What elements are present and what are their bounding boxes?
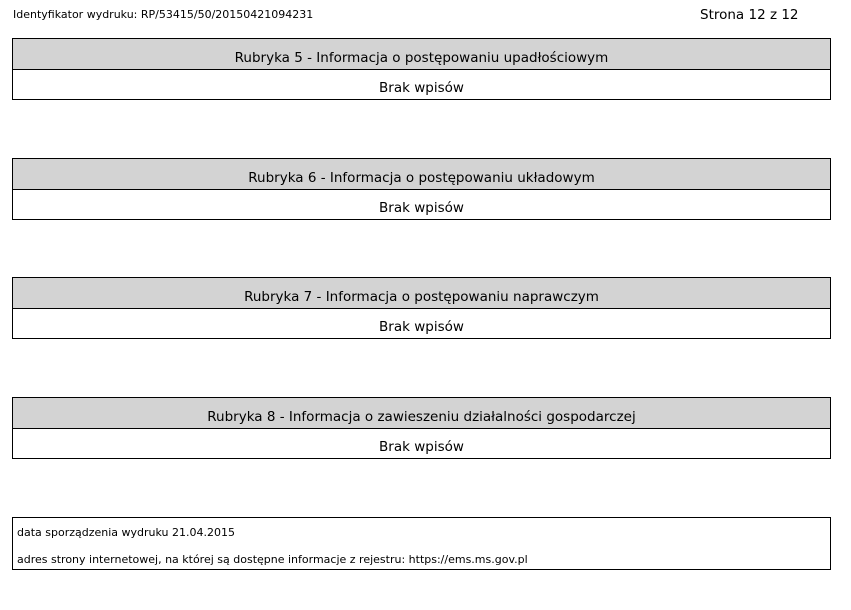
- section-rubryka-8: [12, 397, 831, 459]
- registry-url-note: adres strony internetowej, na której są dostępne informacje z rejestru: https://ems.ms.gov.pl: [17, 553, 528, 566]
- footer-info-box: [12, 517, 831, 570]
- section-content: Brak wpisów: [13, 190, 830, 219]
- section-title: Rubryka 8 - Informacja o zawieszeniu działalności gospodarczej: [13, 398, 830, 429]
- section-rubryka-5: [12, 38, 831, 100]
- section-content: Brak wpisów: [13, 309, 830, 338]
- section-rubryka-7: [12, 277, 831, 339]
- section-content: Brak wpisów: [13, 429, 830, 458]
- section-title: Rubryka 6 - Informacja o postępowaniu układowym: [13, 159, 830, 190]
- section-title: Rubryka 7 - Informacja o postępowaniu naprawczym: [13, 278, 830, 309]
- section-title: Rubryka 5 - Informacja o postępowaniu upadłościowym: [13, 39, 830, 70]
- section-content: Brak wpisów: [13, 70, 830, 99]
- print-date: data sporządzenia wydruku 21.04.2015: [17, 526, 236, 539]
- document-id: Identyfikator wydruku: RP/53415/50/20150421094231: [13, 8, 314, 21]
- section-rubryka-6: [12, 158, 831, 220]
- page-indicator: Strona 12 z 12: [700, 7, 799, 23]
